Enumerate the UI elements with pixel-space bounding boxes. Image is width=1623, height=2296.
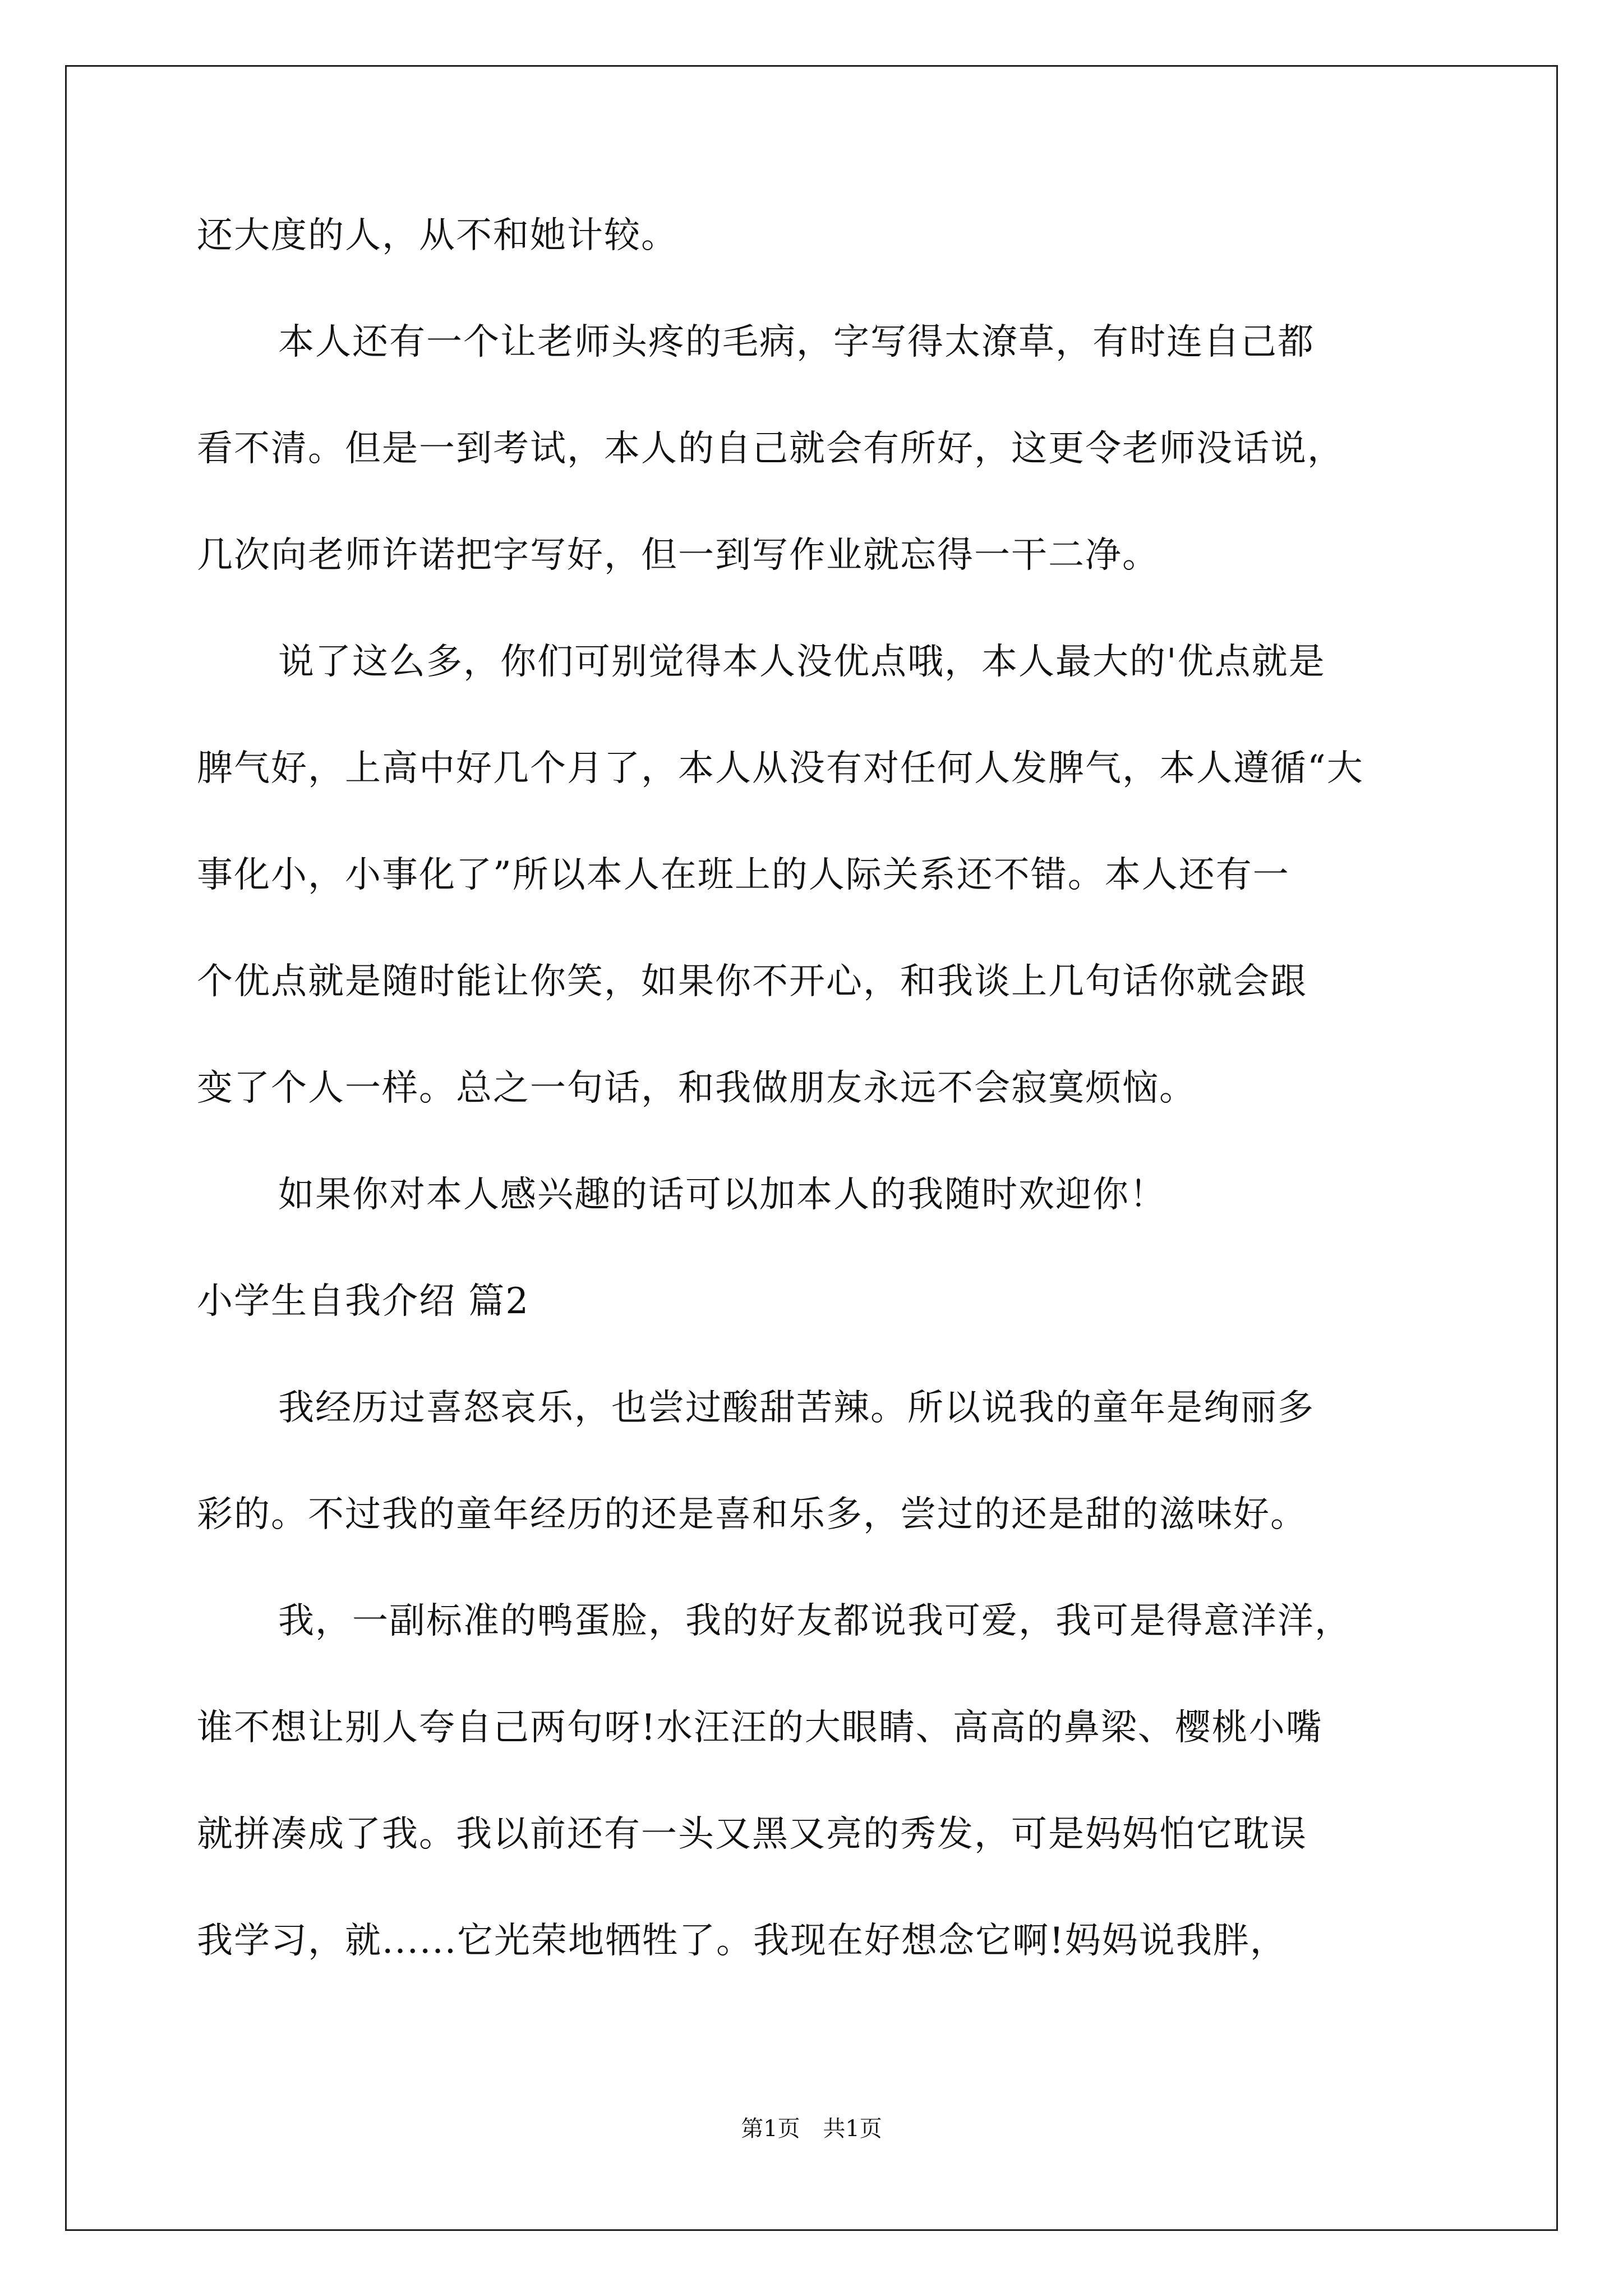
paragraph-line: 我学习，就......它光荣地牺牲了。我现在好想念它啊!妈妈说我胖， bbox=[197, 1920, 1287, 1962]
paragraph-line: 个优点就是随时能让你笑，如果你不开心，和我谈上几句话你就会跟 bbox=[197, 961, 1307, 1002]
paragraph-line: 谁不想让别人夸自己两句呀!水汪汪的大眼睛、高高的鼻梁、樱桃小嘴 bbox=[197, 1707, 1323, 1749]
paragraph-line: 脾气好，上高中好几个月了，本人从没有对任何人发脾气，本人遵循“大 bbox=[197, 748, 1364, 789]
paragraph-line: 我经历过喜怒哀乐，也尝过酸甜苦辣。所以说我的童年是绚丽多 bbox=[278, 1387, 1315, 1429]
page-number-total: 共1页 bbox=[823, 2116, 882, 2142]
section-heading: 小学生自我介绍 篇2 bbox=[197, 1281, 530, 1322]
page-number-current: 第1页 bbox=[741, 2116, 800, 2142]
paragraph-line: 变了个人一样。总之一句话，和我做朋友永远不会寂寞烦恼。 bbox=[197, 1068, 1196, 1109]
paragraph-line: 看不清。但是一到考试，本人的自己就会有所好，这更令老师没话说， bbox=[197, 428, 1344, 470]
paragraph-line: 事化小，小事化了”所以本人在班上的人际关系还不错。本人还有一 bbox=[197, 854, 1290, 896]
paragraph-line: 彩的。不过我的童年经历的还是喜和乐多，尝过的还是甜的滋味好。 bbox=[197, 1494, 1307, 1535]
paragraph-line: 本人还有一个让老师头疼的毛病，字写得太潦草，有时连自己都 bbox=[278, 321, 1315, 363]
page-footer bbox=[0, 2115, 1623, 2143]
page-frame bbox=[65, 65, 1558, 2231]
paragraph-line: 几次向老师许诺把字写好，但一到写作业就忘得一干二净。 bbox=[197, 535, 1159, 576]
paragraph-line: 我，一副标准的鸭蛋脸，我的好友都说我可爱，我可是得意洋洋， bbox=[278, 1600, 1352, 1642]
paragraph-line: 就拼凑成了我。我以前还有一头又黑又亮的秀发，可是妈妈怕它耽误 bbox=[197, 1814, 1307, 1855]
paragraph-line: 如果你对本人感兴趣的话可以加本人的我随时欢迎你！ bbox=[278, 1174, 1166, 1216]
paragraph-line: 说了这么多，你们可别觉得本人没优点哦，本人最大的'优点就是 bbox=[278, 641, 1326, 683]
paragraph-line: 还大度的人，从不和她计较。 bbox=[197, 215, 678, 256]
